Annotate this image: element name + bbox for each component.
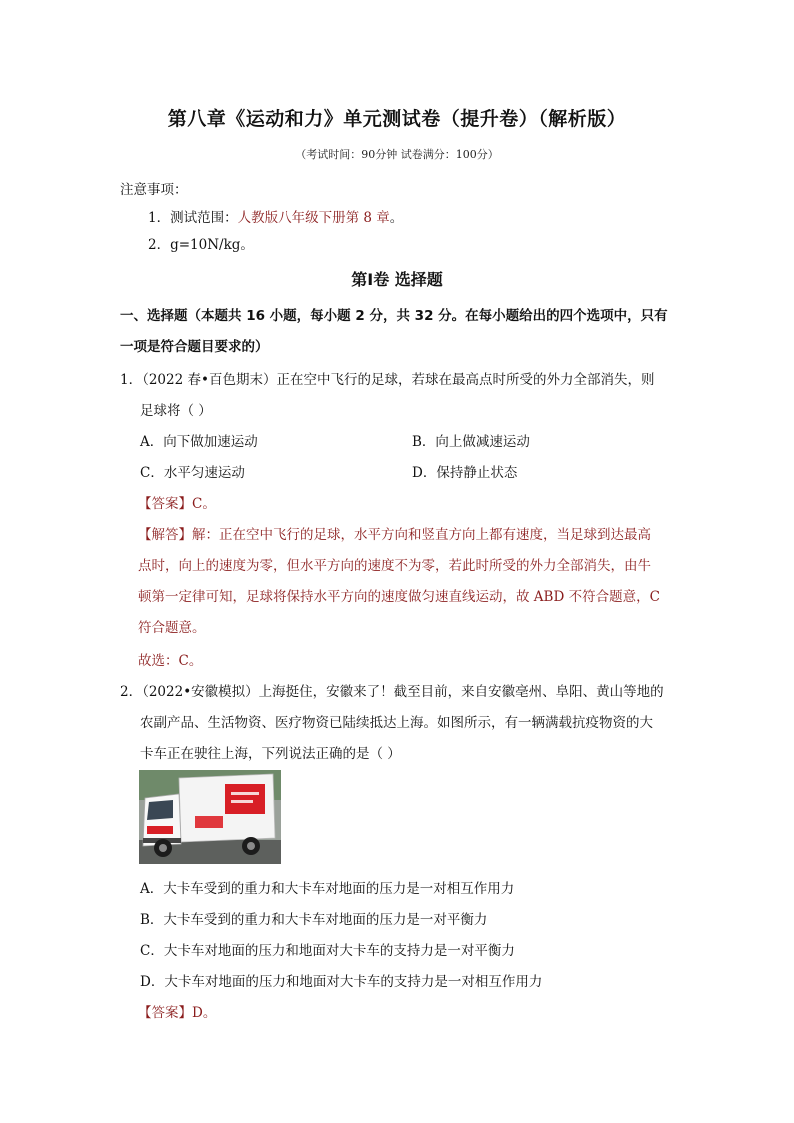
q2-option-a: A．大卡车受到的重力和大卡车对地面的压力是一对相互作用力 [140, 881, 515, 897]
q1-choice: 故选：C。 [138, 653, 203, 669]
exam-info: （考试时间：90分钟 试卷满分：100分） [295, 148, 499, 161]
q1-stem-line-1: 1．（2022 春•百色期末）正在空中飞行的足球，若球在最高点时所受的外力全部消失，则 [120, 372, 655, 388]
q2-option-d: D．大卡车对地面的压力和地面对大卡车的支持力是一对相互作用力 [140, 974, 543, 990]
q1-explanation-line-2: 点时，向上的速度为零，但水平方向的速度不为零，若此时所受的外力全部消失，由牛 [138, 558, 651, 574]
q1-answer: 【答案】C。 [138, 496, 216, 512]
q1-option-b: B．向上做减速运动 [412, 434, 530, 450]
part1-instruction-line-2: 一项是符合题目要求的） [120, 339, 269, 355]
q1-explanation-line-4: 符合题意。 [138, 620, 206, 636]
q2-stem-line-3: 卡车正在驶往上海，下列说法正确的是（ ） [140, 746, 401, 762]
part1-instruction-line-1: 一、选择题（本题共 16 小题，每小题 2 分，共 32 分。在每小题给出的四个选项中，只有 [120, 308, 668, 324]
q1-option-c: C．水平匀速运动 [140, 465, 245, 481]
q1-option-a: A．向下做加速运动 [140, 434, 258, 450]
q2-stem-line-2: 农副产品、生活物资、医疗物资已陆续抵达上海。如图所示，有一辆满载抗疫物资的大 [140, 715, 653, 731]
q2-stem-line-1: 2．（2022•安徽模拟）上海挺住，安徽来了！截至目前，来自安徽亳州、阜阳、黄山等地的 [120, 684, 664, 700]
q2-option-c: C．大卡车对地面的压力和地面对大卡车的支持力是一对平衡力 [140, 943, 515, 959]
note-item-1-range: 人教版八年级下册第 8 章 [237, 210, 390, 226]
note-item-2: 2．g=10N/kg。 [148, 237, 254, 253]
q1-option-d: D．保持静止状态 [412, 465, 518, 481]
q1-explanation-line-1: 【解答】解：正在空中飞行的足球，水平方向和竖直方向上都有速度，当足球到达最高 [138, 527, 651, 543]
truck-photo [139, 770, 281, 864]
q2-option-b: B．大卡车受到的重力和大卡车对地面的压力是一对平衡力 [140, 912, 488, 928]
document-title: 第八章《运动和力》单元测试卷（提升卷）（解析版） [167, 108, 627, 130]
note-item-1 [148, 206, 403, 226]
q1-stem-line-2: 足球将（ ） [140, 403, 212, 419]
note-item-1-prefix: 1．测试范围： [148, 210, 238, 226]
note-item-1-suffix: 。 [389, 210, 404, 226]
q1-explanation-line-3: 顿第一定律可知，足球将保持水平方向的速度做匀速直线运动，故 ABD 不符合题意，C [138, 589, 660, 605]
section-title: 第Ⅰ卷 选择题 [351, 270, 443, 289]
q2-answer: 【答案】D。 [138, 1005, 217, 1021]
notes-heading: 注意事项： [120, 182, 188, 198]
